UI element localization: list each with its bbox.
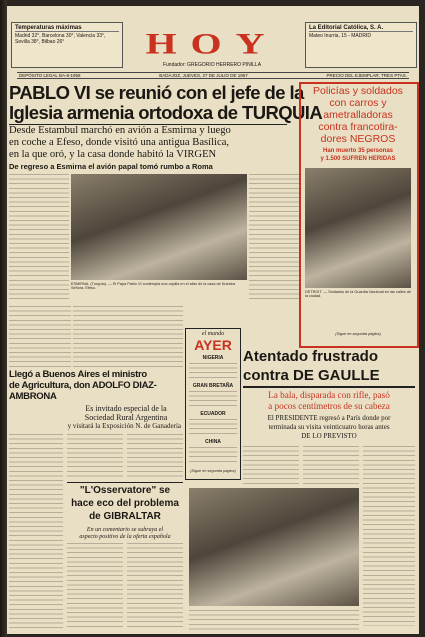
lead-headline-2: Iglesia armenia ortodoxa de TURQUIA — [9, 102, 323, 123]
pope-photo-caption: ESMIRNA. (Turquía). — El Papa Pablo VI contempla una capilla en el altar de la casa de Nuestra Señora. Efeso. — [71, 282, 236, 291]
argentina-sub-2: Sociedad Rural Argentina — [84, 413, 168, 422]
page-binding — [0, 0, 7, 637]
gaulle-headline-1: Atentado frustrado — [243, 348, 378, 365]
gibraltar-sub-2: aspecto positivo de la oferta española — [79, 534, 171, 540]
gaulle-deck-3: DE LO PREVISTO — [301, 432, 357, 440]
riots-headline-2: con carros y — [329, 97, 387, 109]
ayer-item-4: CHINA — [205, 439, 221, 445]
riots-sub-1: Han muerto 35 personas — [322, 148, 394, 154]
dateline — [17, 72, 409, 79]
publisher-text: Mateo Inurria, 15 - MADRID — [309, 33, 371, 39]
gaulle-sub-1: La bala, disparada con rifle, pasó — [268, 390, 390, 400]
riots-headline-3: ametralladoras — [323, 109, 393, 121]
riots-caption: DETROIT. — Soldados de la Guardia Nacional en las calles de la ciudad. — [305, 290, 411, 299]
left-col-text — [9, 306, 71, 368]
ayer-item-1: NIGERIA — [202, 355, 224, 361]
lead-body-col-3 — [73, 306, 183, 368]
gibraltar-body-2 — [127, 543, 183, 630]
gaulle-deck-2: terminada su visita veinticuatro horas antes — [268, 423, 390, 431]
argentina-sub-1: Es invitado especial de la — [85, 404, 167, 413]
riots-headline-1: Policías y soldados — [313, 85, 403, 97]
pope-photo — [71, 174, 247, 280]
ayer-item-2-text — [189, 391, 237, 409]
publisher-box — [305, 22, 417, 68]
argentina-headline-3: AMBRONA — [9, 391, 57, 402]
founder-line: Fundador: GREGORIO HERRERO PINILLA — [162, 62, 262, 68]
lead-body-col-1 — [9, 174, 69, 302]
dateline-left: DEPÓSITO LEGAL BA-8-1958 — [19, 73, 81, 78]
riots-more: (Sigue en segunda página) — [335, 332, 381, 336]
lead-sub-2: en coche a Efeso, donde visitó una antigua Basílica, — [9, 137, 230, 148]
gibraltar-body-1 — [67, 543, 123, 630]
riots-headline-5: dores NEGROS — [320, 133, 396, 145]
ayer-more: (Sigue en segunda página) — [190, 469, 236, 473]
lead-headline-1: PABLO VI se reunió con el jefe de la — [9, 82, 304, 103]
ayer-label: el mundo — [201, 331, 225, 337]
gibraltar-rule — [67, 482, 183, 483]
argentina-headline-1: Llegó a Buenos Aires el ministro — [9, 369, 147, 380]
riots-headline-4: contra francotira- — [318, 121, 398, 133]
lead-sub-1: Desde Estambul marchó en avión a Esmirna y luego — [9, 125, 231, 136]
lead-sub-3: en la que oró, y la casa donde habitó la VIRGEN — [9, 149, 217, 160]
newspaper-page — [7, 6, 419, 634]
gaulle-photo — [189, 488, 359, 606]
newspaper-logo — [127, 28, 297, 58]
argentina-body-1 — [9, 434, 63, 630]
riots-photo — [305, 168, 411, 288]
gibraltar-headline-2: hace eco del problema — [71, 498, 179, 509]
gibraltar-sub-1: En un comentario se subraya el — [86, 527, 164, 533]
ayer-title: AYER — [194, 337, 232, 353]
lead-sub-4: De regreso a Esmirna el avión papal tomó rumbo a Roma — [9, 162, 213, 171]
ayer-item-3-text — [189, 419, 237, 437]
gibraltar-headline-1: "L'Osservatore" se — [79, 485, 171, 496]
gaulle-body-2 — [303, 446, 359, 486]
gaulle-photo-caption — [189, 610, 359, 630]
gibraltar-headline-3: de GIBRALTAR — [89, 511, 161, 522]
riots-sub-2: y 1.500 SUFREN HERIDAS — [320, 156, 396, 162]
logo-text: HOY — [145, 26, 279, 60]
argentina-body-3 — [127, 434, 183, 478]
lead-body-col-2 — [249, 174, 299, 302]
dateline-right: PRECIO DEL EJEMPLAR: TRES PTAS. — [326, 73, 407, 78]
ayer-item-3: ECUADOR — [200, 411, 226, 417]
ayer-item-1-text — [189, 363, 237, 381]
gaulle-deck-1: El PRESIDENTE regresó a París donde por — [267, 414, 391, 422]
argentina-sub-3: y visitará la Exposición N. de Ganadería — [67, 422, 181, 430]
publisher-title: La Editorial Católica, S. A. — [309, 25, 413, 32]
argentina-body-2 — [67, 434, 123, 478]
ayer-item-2: GRAN BRETAÑA — [192, 383, 234, 389]
gaulle-sub-2: a pocos centímetros de su cabeza — [268, 401, 390, 411]
ayer-item-4-text — [189, 447, 237, 465]
weather-text: Madrid 32°, Barcelona 30°, Valencia 33°, Sevilla 38°, Bilbao 26° — [15, 33, 106, 45]
gaulle-body-3 — [363, 446, 415, 626]
dateline-center: BADAJOZ, JUEVES, 27 DE JULIO DE 1967 — [159, 73, 248, 78]
gaulle-rule — [243, 386, 415, 388]
weather-box — [11, 22, 123, 68]
argentina-headline-2: de Agricultura, don ADOLFO DIAZ- — [9, 380, 157, 391]
weather-title: Temperaturas máximas — [15, 25, 119, 32]
gaulle-headline-2: contra DE GAULLE — [243, 367, 380, 384]
gaulle-body-1 — [243, 446, 299, 486]
